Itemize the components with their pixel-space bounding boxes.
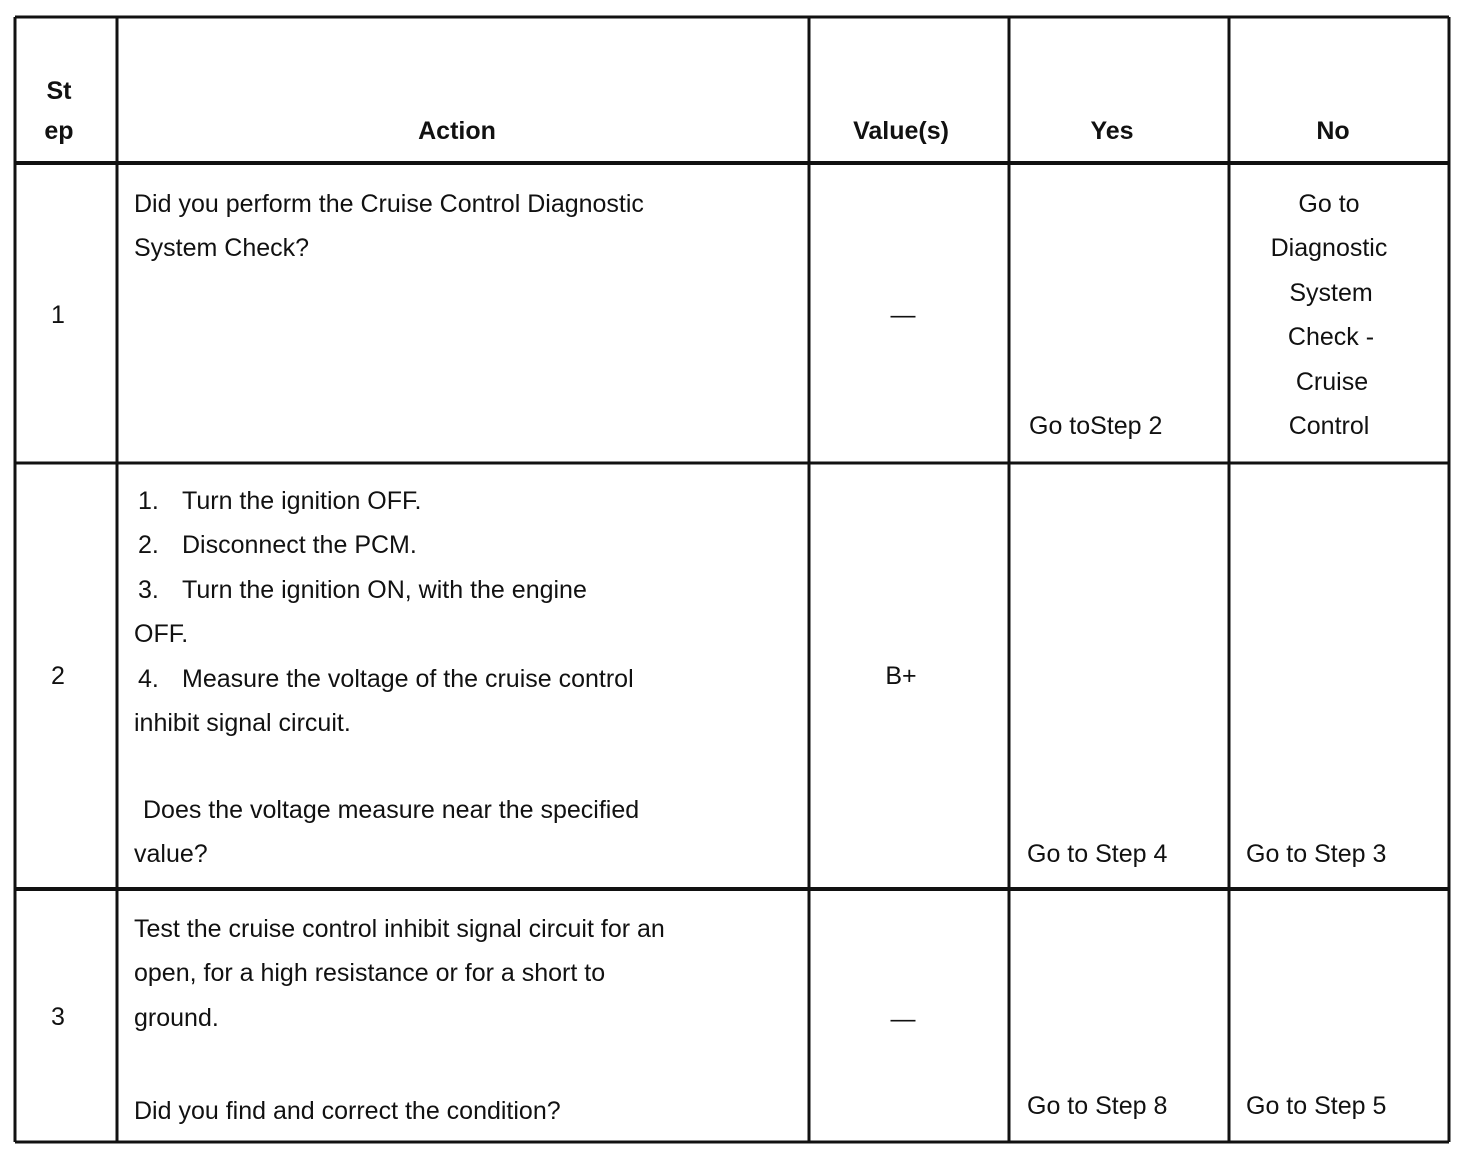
action-text: open, for a high resistance or for a short to <box>134 959 606 987</box>
no-link[interactable]: Go to Step 5 <box>1246 1092 1387 1120</box>
header-values: Value(s) <box>853 117 949 145</box>
list-item: Measure the voltage of the cruise control <box>182 665 634 693</box>
no-link[interactable]: Control <box>1288 412 1370 440</box>
header-step-line1: St <box>46 77 72 105</box>
step-number: 1 <box>51 301 65 329</box>
no-link[interactable]: Cruise <box>1295 368 1369 396</box>
header-no: No <box>1316 117 1350 145</box>
no-link[interactable]: Go to <box>1298 190 1360 218</box>
list-number: 2. <box>138 531 159 559</box>
question-text: Did you find and correct the condition? <box>134 1097 561 1125</box>
question-text: value? <box>134 840 208 868</box>
no-link[interactable]: Diagnostic <box>1270 234 1388 262</box>
yes-link[interactable]: Go to Step 4 <box>1027 840 1168 868</box>
value-cell: — <box>890 301 916 329</box>
value-cell: — <box>890 1005 916 1033</box>
list-item: Turn the ignition OFF. <box>182 487 422 515</box>
action-text: ground. <box>134 1004 219 1032</box>
value-cell: B+ <box>885 662 917 690</box>
yes-link[interactable]: Go to Step 8 <box>1027 1092 1168 1120</box>
list-number: 1. <box>138 487 159 515</box>
no-link[interactable]: System <box>1289 279 1373 307</box>
list-number: 3. <box>138 576 159 604</box>
no-link[interactable]: Go to Step 3 <box>1246 840 1387 868</box>
header-action: Action <box>418 117 496 145</box>
action-text: Test the cruise control inhibit signal circuit for an <box>134 915 665 943</box>
action-text: Did you perform the Cruise Control Diagnostic <box>134 190 644 218</box>
list-number: 4. <box>138 665 159 693</box>
header-step-line2: ep <box>44 117 74 145</box>
list-item: inhibit signal circuit. <box>134 709 351 737</box>
no-link[interactable]: Check - <box>1287 323 1375 351</box>
step-number: 3 <box>51 1003 65 1031</box>
action-text: System Check? <box>134 234 310 262</box>
list-item: Turn the ignition ON, with the engine <box>182 576 587 604</box>
list-item: OFF. <box>134 620 189 648</box>
question-text: Does the voltage measure near the specified <box>143 796 640 824</box>
yes-link[interactable]: Go toStep 2 <box>1029 412 1163 440</box>
list-item: Disconnect the PCM. <box>182 531 417 559</box>
step-number: 2 <box>51 662 65 690</box>
header-yes: Yes <box>1090 117 1134 145</box>
